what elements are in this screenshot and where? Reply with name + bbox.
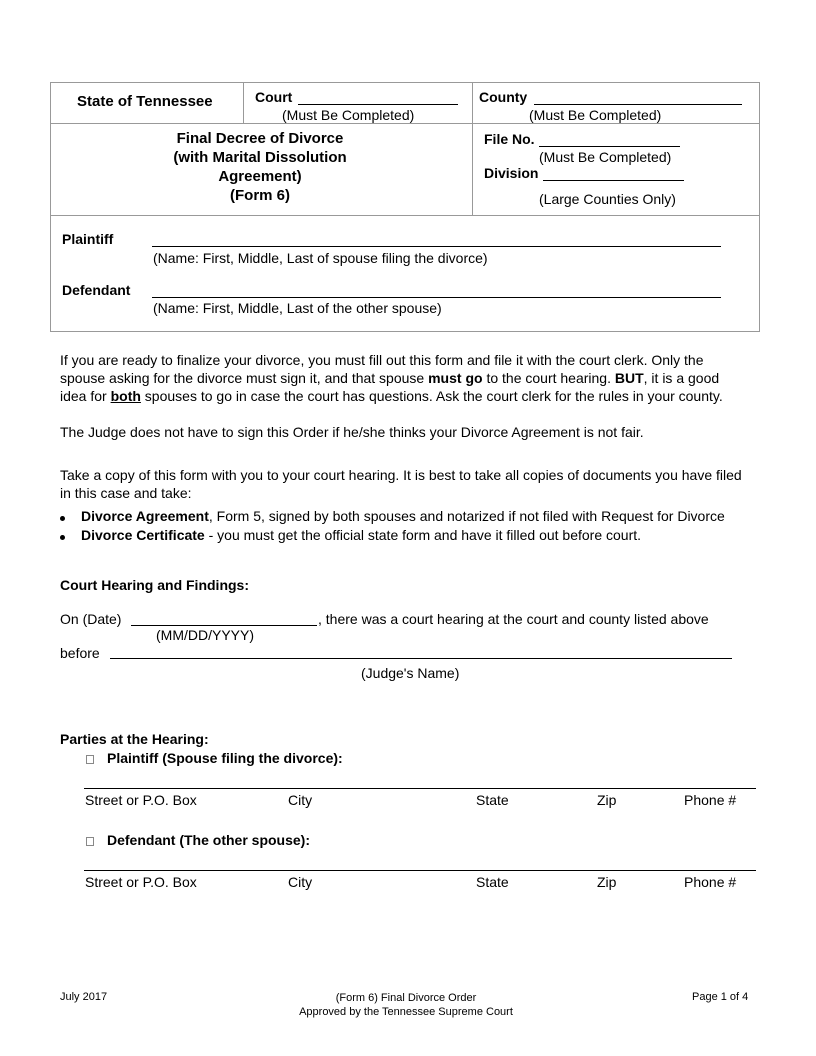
division-field[interactable] [543,180,684,181]
hearing-text: , there was a court hearing at the court and county listed above [318,611,709,627]
intro-line-2 [60,369,790,387]
bullet-item-text: - you must get the official state form and have it filled out before court. [204,527,642,543]
defendant-checkbox[interactable] [86,837,94,846]
column-phone: Phone # [684,792,737,808]
plaintiff-label: Plaintiff [62,231,114,247]
judge-note: The Judge does not have to sign this Order if he/she thinks your Divorce Agreement is not fair. [60,424,644,440]
bullet-item [81,508,725,524]
hearing-date-field[interactable] [131,625,317,626]
footer-date: July 2017 [60,991,108,1003]
hearing-heading: Court Hearing and Findings: [60,577,249,593]
column-zip: Zip [597,792,617,808]
copy-note [60,466,790,502]
file-no-label: File No. [484,131,535,147]
county-field[interactable] [534,104,742,105]
title-line-1: Final Decree of Divorce [176,130,344,147]
court-field[interactable] [298,104,458,105]
date-format-note: (MM/DD/YYYY) [156,627,254,643]
intro-line-1: If you are ready to finalize your divorce, you must fill out this form and file it with the court clerk. Only the [60,352,704,368]
column-city: City [288,792,313,808]
division-label: Division [484,165,539,181]
intro-emphasis: both [110,388,141,404]
court-label: Court [255,89,293,105]
state-name: State of Tennessee [77,93,213,110]
plaintiff-party-label: Plaintiff (Spouse filing the divorce): [107,750,343,766]
county-label: County [479,89,528,105]
intro-text: spouses to go in case the court has questions. Ask the court clerk for the rules in your county. [140,388,723,404]
bullet-item-bold: Divorce Agreement [81,508,209,524]
on-date-label: On (Date) [60,611,122,627]
footer-center [256,991,556,1019]
footer-form: (Form 6) Final Divorce Order [335,992,477,1004]
column-zip: Zip [597,874,617,890]
column-state: State [476,874,509,890]
bullet-dot [60,535,65,540]
before-label: before [60,645,100,661]
judge-name-field[interactable] [110,658,732,659]
title-line-2: (with Marital Dissolution [173,149,347,166]
column-street: Street or P.O. Box [85,792,197,808]
plaintiff-address-field[interactable] [84,788,756,789]
column-city: City [288,874,313,890]
copy-note-line-1: Take a copy of this form with you to your court hearing. It is best to take all copies of documents you have filed [60,467,742,483]
intro-text: to the court hearing. [482,370,615,386]
defendant-address-field[interactable] [84,870,756,871]
defendant-label: Defendant [62,282,131,298]
plaintiff-note: (Name: First, Middle, Last of spouse filing the divorce) [153,250,488,266]
judge-name-note: (Judge's Name) [361,665,460,681]
title-line-3: Agreement) [218,168,302,185]
intro-text: idea for [60,388,111,404]
intro-text: , it is a good [643,370,720,386]
footer-page: Page 1 of 4 [692,991,749,1003]
county-note: (Must Be Completed) [529,107,662,123]
column-street: Street or P.O. Box [85,874,197,890]
intro-line-3 [60,387,790,405]
division-note: (Large Counties Only) [539,191,676,207]
title-line-4: (Form 6) [230,187,290,204]
defendant-name-field[interactable] [152,297,721,298]
parties-heading: Parties at the Hearing: [60,731,209,747]
plaintiff-checkbox[interactable] [86,755,94,764]
court-note: (Must Be Completed) [282,107,415,123]
bullet-item-bold: Divorce Certificate [81,527,205,543]
intro-emphasis: must go [428,370,483,386]
column-state: State [476,792,509,808]
intro-paragraph [60,351,790,405]
intro-text: spouse asking for the divorce must sign it, and that spouse [60,370,429,386]
page-title [140,129,380,205]
bullet-dot [60,516,65,521]
copy-note-line-2: in this case and take: [60,485,192,501]
defendant-note: (Name: First, Middle, Last of the other spouse) [153,300,442,316]
file-no-note: (Must Be Completed) [539,149,672,165]
defendant-party-label: Defendant (The other spouse): [107,832,311,848]
plaintiff-name-field[interactable] [152,246,721,247]
column-phone: Phone # [684,874,737,890]
bullet-item-text: , Form 5, signed by both spouses and notarized if not filed with Request for Divorce [208,508,725,524]
file-no-field[interactable] [539,146,680,147]
bullet-item [81,527,641,543]
footer-approved: Approved by the Tennessee Supreme Court [299,1006,513,1018]
intro-emphasis: BUT [614,370,644,386]
